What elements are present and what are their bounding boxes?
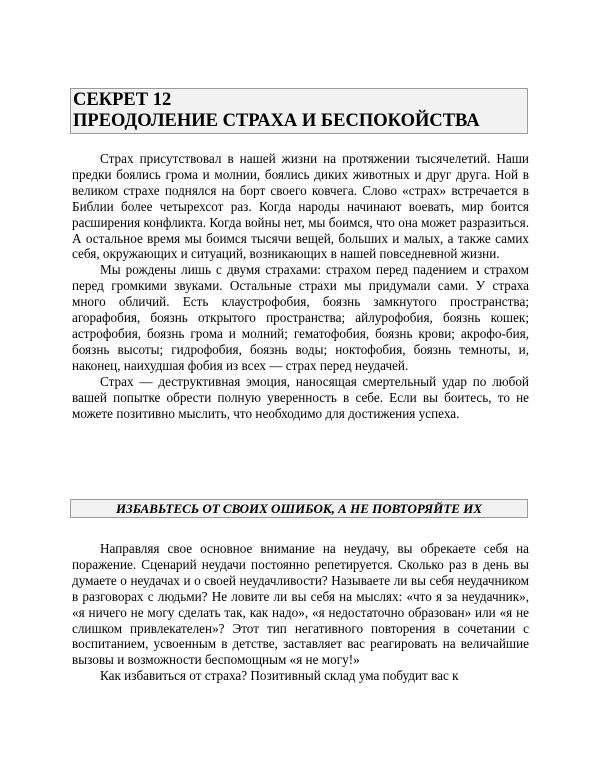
body-text-part1 [72,151,529,421]
chapter-number: СЕКРЕТ 12 [73,90,172,110]
paragraph: Направляя свое основное внимание на неудачу, вы обрекаете себя на поражение. Сценарий неудачи постоянно репетируется. Сколько раз в день вы думаете о неудачах и о своей неудачливости? Называете ли вы себя неудачником в разговорах с людьми? Не ловите ли вы себя на мыслях: «что я за неудачник», «я ничего не могу сделать так, как надо», «я недостаточно образован» или «я не слишком привлекателен»? Этот тип негативного повторения в сочетании с воспитанием, усвоенным в детстве, заставляет вас реагировать на величайшие вызовы и возможности беспомощным «я не могу!» [72,541,529,668]
section-heading: ИЗБАВЬТЕСЬ ОТ СВОИХ ОШИБОК, А НЕ ПОВТОРЯЙТЕ ИХ [70,499,528,518]
paragraph: Страх — деструктивная эмоция, наносящая смертельный удар по любой вашей попытке обрести полную уверенность в себе. Если вы боитесь, то не можете позитивно мыслить, что необходимо для достижения успеха. [72,373,529,421]
chapter-title: ПРЕОДОЛЕНИЕ СТРАХА И БЕСПОКОЙСТВА [73,111,480,131]
body-text-part2 [72,541,529,684]
paragraph: Как избавиться от страха? Позитивный склад ума побудит вас к [100,668,459,684]
paragraph: Страх присутствовал в нашей жизни на протяжении тысячелетий. Наши предки боялись грома и молнии, боялись диких животных и друг друга. Ной в великом страхе поднялся на борт своего ковчега. Слово «страх» встречается в Библии более четырехсот раз. Когда народы начинают воевать, мир боится расширения конфликта. Когда войны нет, мы боимся, что она может разразиться. А остальное время мы боимся тысячи вещей, больших и малых, а также самих себя, окружающих и ситуаций, возникающих в нашей повседневной жизни. [72,151,529,262]
paragraph: Мы рождены лишь с двумя страхами: страхом перед падением и страхом перед громкими звуками. Остальные страхи мы придумали сами. У страха много обличий. Есть клаустрофобия, боязнь замкнутого пространства; агорафобия, боязнь открытого пространства; айлурофобия, боязнь кошек; астрофобия, боязнь грома и молний; гематофобия, боязнь крови; акрофо-бия, боязнь высоты; гидрофобия, боязнь воды; ноктофобия, боязнь темноты, и, наконец, наихудшая фобия из всех — страх перед неудачей. [72,262,529,373]
chapter-heading-box [70,88,528,134]
